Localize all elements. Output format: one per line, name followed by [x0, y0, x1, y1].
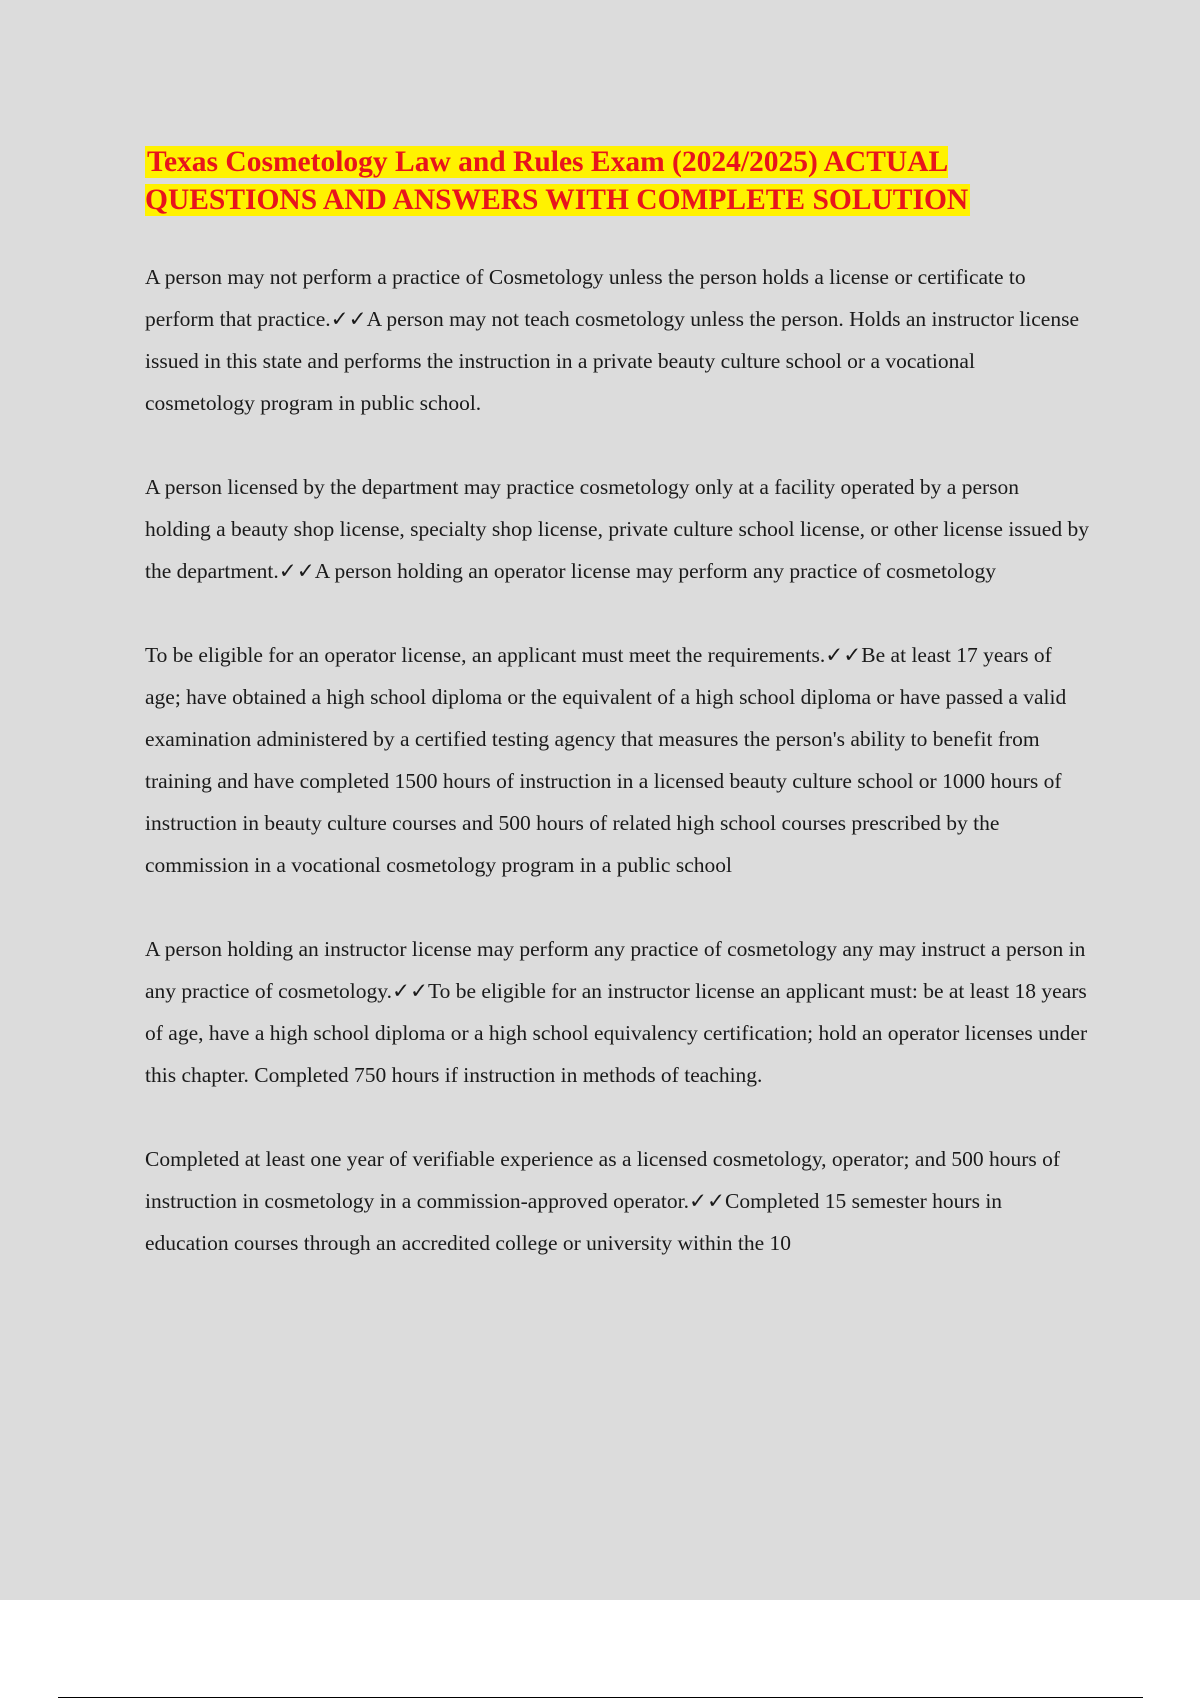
- document-title: [145, 143, 1105, 219]
- paragraph-5: Completed at least one year of verifiable experience as a licensed cosmetology, operator; and 500 hours of instruction in cosmetology in a commission-approved operator.✓✓Completed 15 semester hours in education courses through an accredited college or university within the 10: [145, 1147, 1060, 1255]
- document-body: [145, 256, 1090, 1306]
- paragraph-4: A person holding an instructor license may perform any practice of cosmetology any may instruct a person in any practice of cosmetology.✓✓To be eligible for an instructor license an applicant must: be at least 18 years of age, have a high school diploma or a high school equivalency certification; hold an operator licenses under this chapter. Completed 750 hours if instruction in methods of teaching.: [145, 937, 1088, 1087]
- paragraph-3: To be eligible for an operator license, an applicant must meet the requirements.✓✓Be at least 17 years of age; have obtained a high school diploma or the equivalent of a high school diploma or have passed a valid examination administered by a certified testing agency that measures the person's ability to benefit from training and have completed 1500 hours of instruction in a licensed beauty culture school or 1000 hours of instruction in beauty culture courses and 500 hours of related high school courses prescribed by the commission in a vocational cosmetology program in a public school: [145, 643, 1067, 877]
- paragraph-1: A person may not perform a practice of Cosmetology unless the person holds a license or certificate to perform that practice.✓✓A person may not teach cosmetology unless the person. Holds an instructor license issued in this state and performs the instruction in a private beauty culture school or a vocational cosmetology program in public school.: [145, 265, 1080, 415]
- page-divider: [58, 1697, 1143, 1698]
- title-highlight: Texas Cosmetology Law and Rules Exam (2024/2025) ACTUAL QUESTIONS AND ANSWERS WITH COMPLETE SOLUTION: [145, 146, 969, 216]
- paragraph-2: A person licensed by the department may practice cosmetology only at a facility operated by a person holding a beauty shop license, specialty shop license, private culture school license, or other license issued by the department.✓✓A person holding an operator license may perform any practice of cosmetology: [145, 475, 1089, 583]
